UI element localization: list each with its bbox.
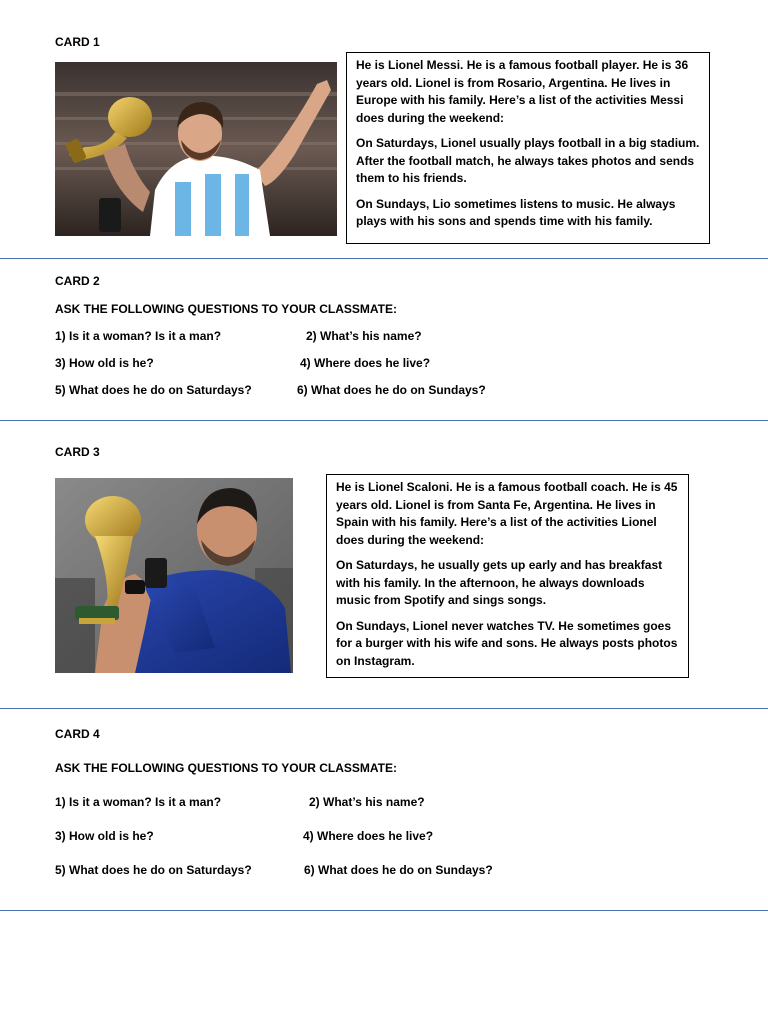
messi-photo: [55, 62, 337, 236]
card3-paragraph: On Sundays, Lionel never watches TV. He sometimes goes for a burger with his wife and sons. He always posts photos on Instagram.: [336, 618, 678, 668]
card2-question: 6) What does he do on Sundays?: [297, 383, 486, 397]
card4-label: CARD 4: [55, 727, 100, 741]
card4-question: 3) How old is he?: [55, 829, 154, 843]
card2-question: 2) What’s his name?: [306, 329, 422, 343]
card2-question: 5) What does he do on Saturdays?: [55, 383, 252, 397]
card1-paragraph: He is Lionel Messi. He is a famous football player. He is 36 years old. Lionel is from Rosario, Argentina. He lives in Europe with his family. Here’s a list of the activities Messi does during the weekend:: [356, 58, 689, 125]
card3-text-box: [326, 474, 689, 678]
card4-question: 6) What does he do on Sundays?: [304, 863, 493, 877]
card2-question: 4) Where does he live?: [300, 356, 431, 370]
card1-paragraph: On Sundays, Lio sometimes listens to music. He always plays with his sons and spends time with his family.: [356, 196, 676, 228]
card4-question: 1) Is it a woman? Is it a man?: [55, 795, 222, 809]
card1-label: CARD 1: [55, 35, 100, 49]
card1-text-box: [346, 52, 710, 244]
card3-paragraph: He is Lionel Scaloni. He is a famous football coach. He is 45 years old. Lionel is from Santa Fe, Argentina. He lives in Spain with his family. Here’s a list of the activities Lionel does during the weekend:: [336, 480, 678, 547]
card2-instruction: ASK THE FOLLOWING QUESTIONS TO YOUR CLASSMATE:: [55, 302, 398, 316]
card4-question: 2) What’s his name?: [309, 795, 425, 809]
divider: [0, 420, 768, 421]
divider: [0, 258, 768, 259]
card4-question: 5) What does he do on Saturdays?: [55, 863, 252, 877]
divider: [0, 708, 768, 709]
card2-question: 3) How old is he?: [55, 356, 154, 370]
card3-label: CARD 3: [55, 445, 100, 459]
card4-question: 4) Where does he live?: [303, 829, 434, 843]
card2-question: 1) Is it a woman? Is it a man?: [55, 329, 222, 343]
divider: [0, 910, 768, 911]
card2-label: CARD 2: [55, 274, 100, 288]
card1-paragraph: On Saturdays, Lionel usually plays football in a big stadium. After the football match, he always takes photos and sends them to his friends.: [356, 136, 700, 185]
scaloni-photo: [55, 478, 293, 673]
card3-paragraph: On Saturdays, he usually gets up early and has breakfast with his family. In the afternoon, he always downloads music from Spotify and sings songs.: [336, 558, 663, 607]
card4-instruction: ASK THE FOLLOWING QUESTIONS TO YOUR CLASSMATE:: [55, 761, 398, 775]
